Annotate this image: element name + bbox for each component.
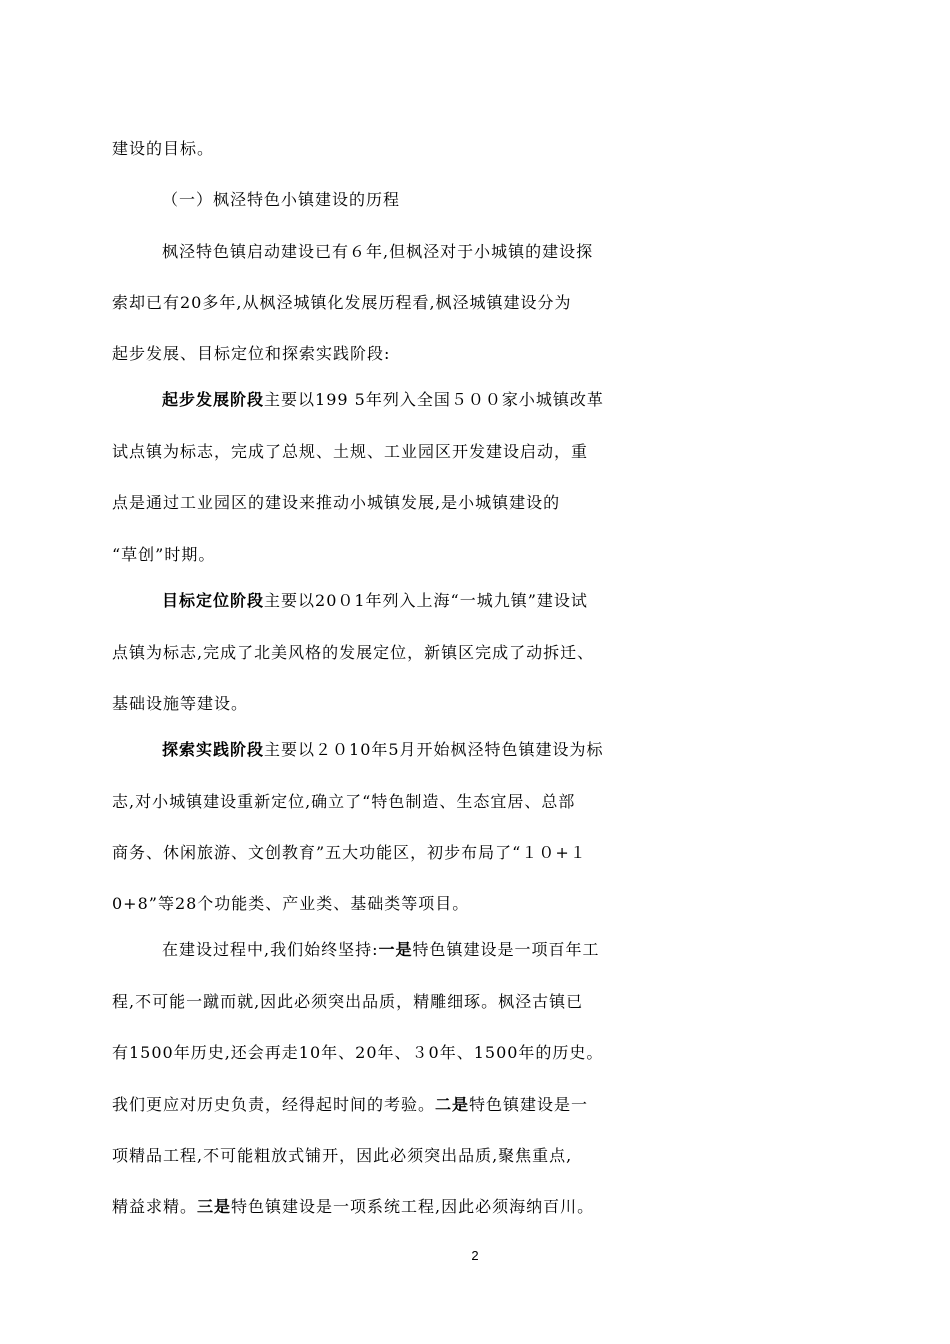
text-run: “草创”时期。	[112, 545, 216, 564]
text-run: 主要以２０10年5月开始枫泾特色镇建设为标	[264, 740, 604, 759]
text-line	[0, 184, 950, 216]
bold-text: 一是	[378, 940, 413, 959]
text-run: （一）枫泾特色小镇建设的历程	[162, 190, 401, 209]
text-line	[0, 888, 950, 920]
text-run: 点是通过工业园区的建设来推动小城镇发展,是小城镇建设的	[112, 493, 561, 512]
text-run: 在建设过程中,我们始终坚持:	[162, 940, 379, 959]
text-run: 点镇为标志,完成了北美风格的发展定位，新镇区完成了动拆迁、	[112, 643, 595, 662]
text-line	[0, 236, 950, 268]
text-run: 枫泾特色镇启动建设已有６年,但枫泾对于小城镇的建设探	[162, 242, 594, 261]
text-line	[0, 133, 950, 165]
text-run: 志,对小城镇建设重新定位,确立了“特色制造、生态宜居、总部	[112, 792, 576, 811]
bold-text: 三是	[197, 1197, 232, 1216]
text-run: 特色镇建设是一项百年工	[412, 940, 600, 959]
text-line	[0, 287, 950, 319]
text-run: 有1500年历史,还会再走10年、20年、３0年、1500年的历史。	[112, 1043, 604, 1062]
text-run: 试点镇为标志，完成了总规、土规、工业园区开发建设启动，重	[112, 442, 589, 461]
text-line	[0, 1140, 950, 1172]
text-line	[0, 1089, 950, 1121]
text-run: 主要以20０1年列入上海“一城九镇”建设试	[264, 591, 588, 610]
text-run: 基础设施等建设。	[112, 694, 249, 713]
text-run: 特色镇建设是一	[469, 1095, 589, 1114]
page-number: 2	[471, 1248, 479, 1263]
bold-text: 二是	[435, 1095, 470, 1114]
text-run: 商务、休闲旅游、文创教育”五大功能区，初步布局了“１０+１	[112, 843, 587, 862]
text-line	[0, 436, 950, 468]
text-line	[0, 688, 950, 720]
text-line	[0, 585, 950, 617]
text-line	[0, 487, 950, 519]
text-line	[0, 934, 950, 966]
text-line	[0, 986, 950, 1018]
bold-text: 目标定位阶段	[162, 591, 265, 610]
text-run: 项精品工程,不可能粗放式铺开，因此必须突出品质,聚焦重点,	[112, 1146, 573, 1165]
text-run: 建设的目标。	[112, 139, 215, 158]
text-line	[0, 734, 950, 766]
text-line	[0, 786, 950, 818]
text-line	[0, 384, 950, 416]
bold-text: 起步发展阶段	[162, 390, 265, 409]
text-run: 我们更应对历史负责，经得起时间的考验。	[112, 1095, 436, 1114]
text-run: 索却已有20多年,从枫泾城镇化发展历程看,枫泾城镇建设分为	[112, 293, 572, 312]
text-line	[0, 637, 950, 669]
text-run: 主要以199 5年列入全国５００家小城镇改革	[264, 390, 604, 409]
text-line	[0, 1037, 950, 1069]
text-line	[0, 837, 950, 869]
text-run: 0+8”等28个功能类、产业类、基础类等项目。	[112, 894, 470, 913]
text-run: 特色镇建设是一项系统工程,因此必须海纳百川。	[231, 1197, 595, 1216]
text-line	[0, 1191, 950, 1223]
text-run: 起步发展、目标定位和探索实践阶段:	[112, 344, 391, 363]
text-line	[0, 539, 950, 571]
text-run: 精益求精。	[112, 1197, 198, 1216]
bold-text: 探索实践阶段	[162, 740, 265, 759]
text-run: 程,不可能一蹴而就,因此必须突出品质，精雕细琢。枫泾古镇已	[112, 992, 584, 1011]
text-line	[0, 338, 950, 370]
